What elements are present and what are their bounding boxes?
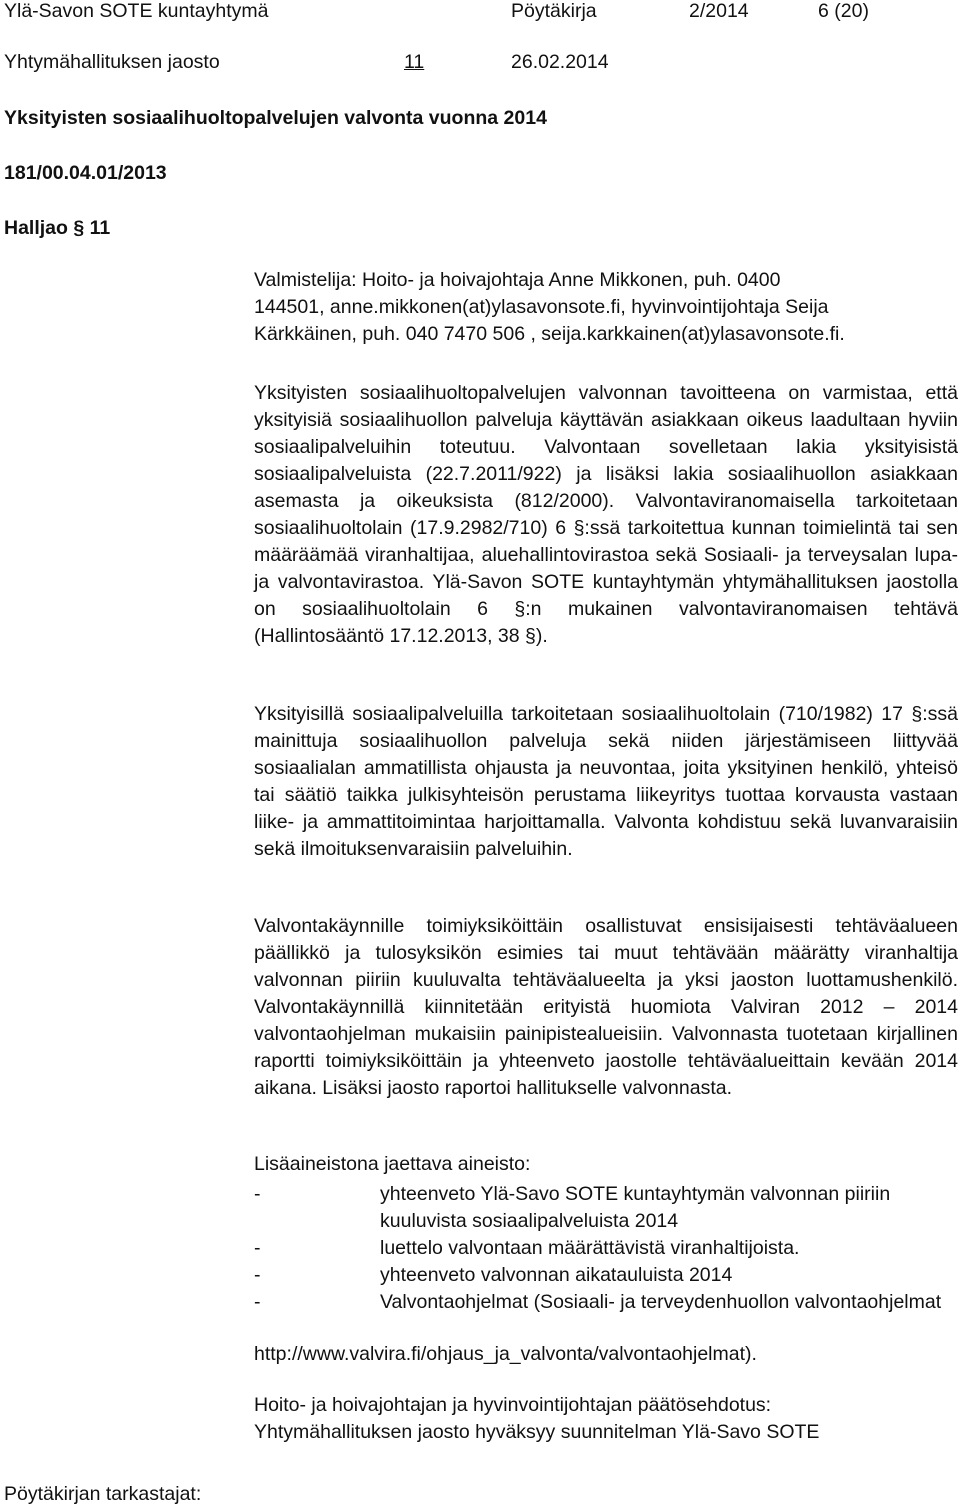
valvira-link[interactable]: http://www.valvira.fi/ohjaus_ja_valvonta/valvontaohjelmat). [254,1343,757,1365]
section-number: 11 [404,51,425,73]
record-number: 181/00.04.01/2013 [4,162,167,184]
preparer-line: 144501, anne.mikkonen(at)ylasavonsote.fi, hyvinvointijohtaja Seija [254,296,829,318]
preparer-line: Valmistelija: Hoito- ja hoivajohtaja Anne Mikkonen, puh. 0400 [254,269,781,291]
list-dash: - [254,1291,261,1313]
section-heading: Halljao § 11 [4,217,111,239]
list-dash: - [254,1183,261,1205]
attachments-list [254,1181,958,1316]
checkers-label: Pöytäkirjan tarkastajat: [4,1483,202,1505]
list-item [254,1262,958,1289]
paragraph-yksityiset-palvelut: Yksityisillä sosiaalipalveluilla tarkoitetaan sosiaalihuoltolain (710/1982) 17 §:ssä mainittuja sosiaalihuollon palveluja sekä niiden järjestämiseen liittyvää sosiaalialan ammatillista ohjausta ja neuvontaa, joita yksityinen henkilö, yhteisö tai säätiö taikka julkisyhteisön perustama liikeyritys tuottaa korvausta vastaan liike- ja ammattitoimintaa harjoittamalla. Valvonta kohdistuu sekä luvanvaraisiin sekä ilmoituksenvaraisiin palveluihin. [254,703,958,860]
list-item [254,1289,958,1316]
list-item-text: yhteenveto Ylä-Savo SOTE kuntayhtymän valvonnan piiriin kuuluvista sosiaalipalveluista 2014 [380,1183,891,1232]
preparer-info [254,267,958,348]
paragraph-valvontakaynnit: Valvontakäynnille toimiyksiköittäin osallistuvat ensisijaisesti tehtäväalueen päällikkö ja tulosyksikön esimies tai muut tehtävään määrätty viranhaltija valvonnan piiriin kuuluvalta tehtäväalueelta ja yksi jaoston luottamushenkilö. Valvontakäynnillä kiinnitetään erityistä huomiota Valviran 2012 – 2014 valvontaohjelman mukaisiin painipistealueisiin. Valvonnasta tuotetaan kirjallinen raportti toimiyksiköittäin ja yhteenveto jaostolle tehtäväalueittain kevään 2014 aikana. Lisäksi jaosto raportoi hallitukselle valvonnasta. [254,915,958,1099]
proposal-text: Yhtymähallituksen jaosto hyväksyy suunnitelman Ylä-Savo SOTE [254,1421,820,1443]
meeting-date: 26.02.2014 [511,51,609,73]
list-item-text: yhteenveto valvonnan aikatauluista 2014 [380,1264,733,1286]
preparer-line: Kärkkäinen, puh. 040 7470 506 , seija.karkkainen(at)ylasavonsote.fi. [254,323,845,345]
page-title: Yksityisten sosiaalihuoltopalvelujen valvonta vuonna 2014 [4,107,547,129]
list-item-text: luettelo valvontaan määrättävistä viranhaltijoista. [380,1237,800,1259]
proposal-heading: Hoito- ja hoivajohtajan ja hyvinvointijohtajan päätösehdotus: [254,1394,772,1416]
list-item-text: Valvontaohjelmat (Sosiaali- ja terveydenhuollon valvontaohjelmat [380,1291,942,1313]
list-item [254,1181,958,1235]
document-number: 2/2014 [689,0,749,22]
list-item [254,1235,958,1262]
list-dash: - [254,1264,261,1286]
organization-name: Ylä-Savon SOTE kuntayhtymä [4,0,269,22]
document-type: Pöytäkirja [511,0,597,22]
page-info: 6 (20) [818,0,869,22]
body-name: Yhtymähallituksen jaosto [4,51,220,73]
list-dash: - [254,1237,261,1259]
attachments-heading: Lisäaineistona jaettava aineisto: [254,1153,531,1175]
paragraph-valvonta-tavoite: Yksityisten sosiaalihuoltopalvelujen valvonnan tavoitteena on varmistaa, että yksityisiä sosiaalihuollon palveluja käyttävän asiakkaan oikeus laadultaan hyviin sosiaalipalveluihin toteutuu. Valvontaan sovelletaan lakia yksityisistä sosiaalipalveluista (22.7.2011/922) ja lisäksi lakia sosiaalihuollon asiakkaan asemasta ja oikeuksista (812/2000). Valvontaviranomaisella tarkoitetaan sosiaalihuoltolain (17.9.2982/710) 6 §:ssä tarkoitettua kunnan toimielintä tai sen määräämää viranhaltijaa, aluehallintovirastoa sekä Sosiaali- ja terveysalan lupa- ja valvontavirastoa. Ylä-Savon SOTE kuntayhtymän yhtymähallituksen jaostolla on sosiaalihuoltolain 6 §:n mukainen valvontaviranomaisen tehtävä (Hallintosääntö 17.12.2013, 38 §). [254,382,958,647]
